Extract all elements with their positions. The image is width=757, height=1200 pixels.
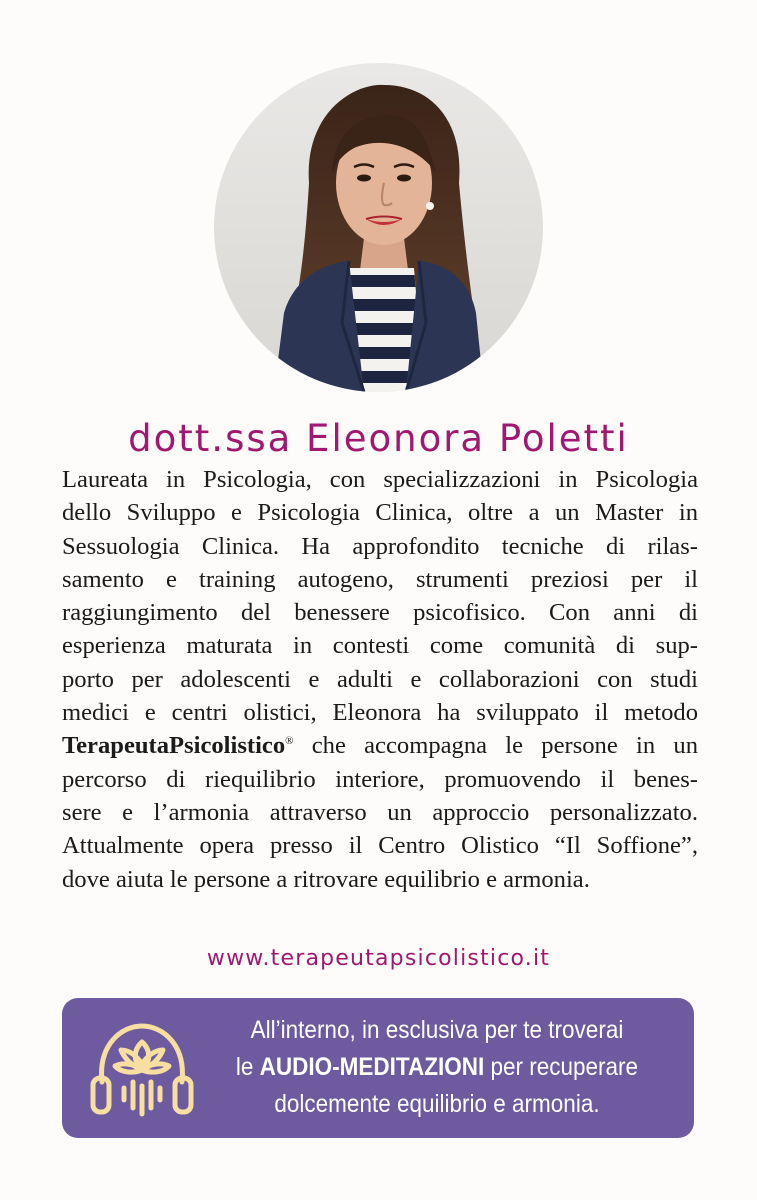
- bio-line: Laureata in Psicologia, con specializzazioni in Psicologia: [62, 466, 698, 493]
- bio-line: medici e centri olistici, Eleonora ha sviluppato il metodo: [62, 699, 698, 727]
- author-portrait: [214, 63, 543, 392]
- bio-line: sere e l’armonia attraverso un approccio personalizzato.: [62, 798, 698, 826]
- promo-line-3: dolcemente equilibrio e armonia.: [274, 1090, 600, 1118]
- headphones-lotus-icon: [88, 1020, 196, 1120]
- bio-line: dove aiuta le persone a ritrovare equilibrio e armonia.: [62, 865, 590, 893]
- bio-brand-line-rest: che accompagna le persone in un: [293, 732, 698, 760]
- brand-name: TerapeutaPsicolistico: [62, 732, 286, 760]
- promo-line-2-suffix: per recuperare: [484, 1053, 639, 1081]
- bio-line: esperienza maturata in contesti come comunità di sup-: [62, 632, 698, 660]
- promo-text: [233, 1012, 642, 1123]
- audio-meditation-promo: [62, 998, 694, 1138]
- bio-line: Attualmente opera presso il Centro Olistico “Il Soffione”,: [62, 832, 698, 860]
- bio-line: porto per adolescenti e adulti e collaborazioni con studi: [62, 665, 698, 693]
- author-name: dott.ssa Eleonora Poletti: [128, 417, 629, 460]
- website-link[interactable]: www.terapeutapsicolistico.it: [206, 946, 551, 971]
- audio-meditazioni-highlight: AUDIO-MEDITAZIONI: [259, 1053, 485, 1081]
- promo-line-2-prefix: le: [235, 1053, 260, 1081]
- promo-line-2: [233, 1049, 642, 1086]
- bio-line: percorso di riequilibrio interiore, promuovendo il benes-: [62, 765, 698, 793]
- promo-line-1: All’interno, in esclusiva per te troverai: [250, 1016, 624, 1044]
- bio-line: dello Sviluppo e Psicologia Clinica, oltre a un Master in: [62, 499, 698, 527]
- bio-line: samento e training autogeno, strumenti preziosi per il: [62, 565, 698, 593]
- bio-line: raggiungimento del benessere psicofisico. Con anni di: [62, 599, 698, 627]
- author-bio: [62, 463, 698, 896]
- portrait-image: [214, 63, 543, 392]
- bio-line: Sessuologia Clinica. Ha approfondito tecniche di rilas-: [62, 532, 698, 560]
- registered-mark: ®: [285, 735, 294, 748]
- bio-brand-line: [62, 729, 698, 762]
